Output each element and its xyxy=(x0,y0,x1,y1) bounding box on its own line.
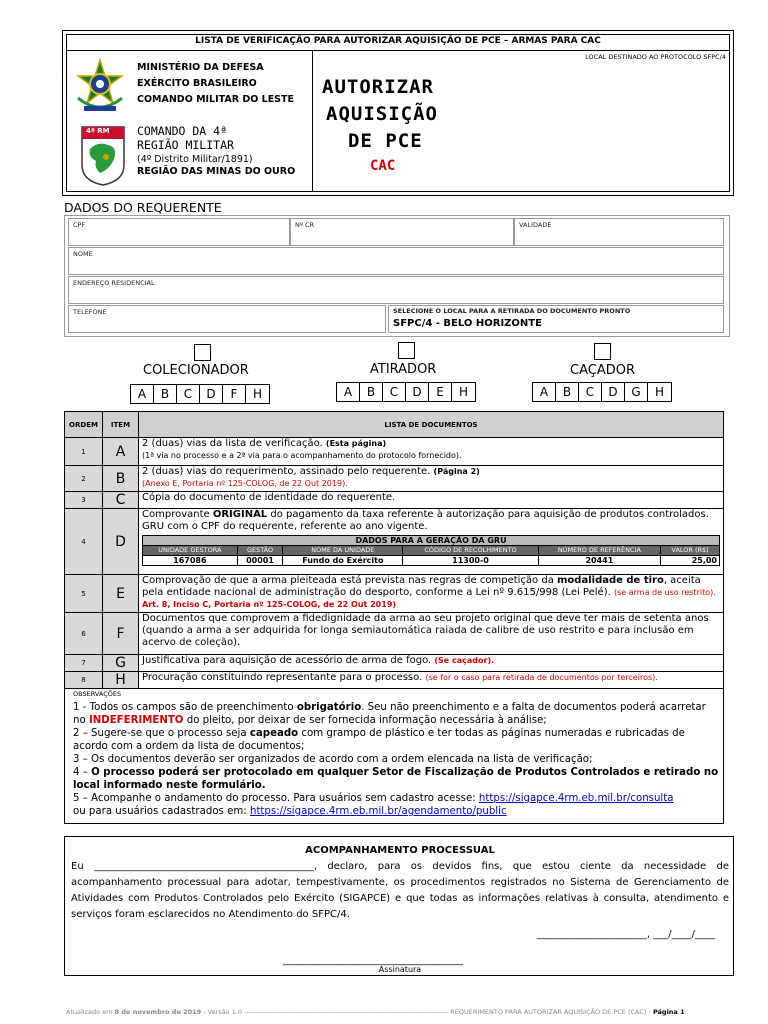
validade-label: VALIDADE xyxy=(519,221,552,229)
footer-page: Página 1 xyxy=(652,1008,685,1016)
row-item: B xyxy=(103,466,139,492)
row-desc xyxy=(139,466,724,492)
obs-indeferimento: INDEFERIMENTO xyxy=(88,715,184,726)
gru-col: UNIDADE GESTORA xyxy=(143,546,238,556)
table-row xyxy=(65,438,724,466)
colecionador-checkbox[interactable] xyxy=(194,344,211,361)
obs-text: com grampo de plástico e ter todas as páginas numeradas e rubricadas de acordo com a ordem da lista de documentos; xyxy=(73,728,685,752)
col-item: ITEM xyxy=(103,412,139,438)
page-footer xyxy=(66,1008,738,1016)
row-note: (1ª via no processo e a 2ª via para o acompanhamento do protocolo fornecido). xyxy=(142,451,462,460)
letter: C xyxy=(177,385,200,403)
row-bold: modalidade de tiro xyxy=(557,575,664,586)
letter: H xyxy=(654,385,665,399)
gru-table xyxy=(142,535,720,566)
nome-label: NOME xyxy=(73,250,93,258)
endereco-field[interactable] xyxy=(68,276,724,304)
row-text: Procuração constituindo representante para o processo. xyxy=(142,672,423,683)
obs-bold: obrigatório xyxy=(296,702,362,713)
row-desc xyxy=(139,672,724,689)
row-desc: Documentos que comprovem a fidedignidade da arma ao seu projeto original que deve ter mais de setenta anos (quando a arma a ser adquirida for longa semiautomática raiada de calibre de uso restrito e para inclusão em acervo de coleção). xyxy=(139,613,724,655)
row-ordem: 2 xyxy=(65,466,103,492)
gru-title: DADOS PARA A GERAÇÃO DA GRU xyxy=(143,536,720,546)
signature-line[interactable]: ____________________________________ xyxy=(283,955,463,966)
letter: C xyxy=(579,383,602,401)
obs-text: do pleito, por deixar de ser fornecida informação necessária à análise; xyxy=(186,715,547,726)
cacador-checkbox[interactable] xyxy=(594,343,611,360)
org-ministry: MINISTÉRIO DA DEFESA xyxy=(137,62,264,73)
region-line-1: COMANDO DA 4ª xyxy=(137,124,228,138)
requester-section-title: DADOS DO REQUERENTE xyxy=(64,200,222,215)
row-ordem: 8 xyxy=(65,672,103,689)
table-row xyxy=(65,509,724,575)
row-ordem: 6 xyxy=(65,613,103,655)
observations-body xyxy=(73,701,721,818)
date-line[interactable]: ______________________, ___/____/____ xyxy=(536,929,715,940)
cpf-label: CPF xyxy=(73,221,86,229)
letter: D xyxy=(406,383,429,401)
letter: A xyxy=(337,383,360,401)
row-ordem: 5 xyxy=(65,575,103,613)
obs-text: 4 – xyxy=(73,767,88,778)
local-label: SELECIONE O LOCAL PARA A RETIRADA DO DOCUMENTO PRONTO xyxy=(393,307,631,315)
gru-col: VALOR (R$) xyxy=(661,546,720,556)
letter: C xyxy=(383,383,406,401)
obs-text: 1 - Todos os campos são de preenchimento xyxy=(73,702,294,713)
cacador-label: CAÇADOR xyxy=(570,363,635,378)
letter: H xyxy=(252,387,263,401)
acompanhamento-text: Eu ____________________________________________, declaro, para os devidos fins, que estou ciente da necessidade de acompanhamento processual para adotar, tempestivamente, os procedimentos registrados no Sistema de Gerenciamento de Atividades com Produtos Controlados pelo Exército (SIGAPCE) e que todas as informações relativas à consulta, atendimento e serviços foram esclarecidos no Atendimento do SFPC/4. xyxy=(71,861,729,920)
gru-col: NOME DA UNIDADE xyxy=(283,546,403,556)
documents-table xyxy=(64,411,724,689)
atirador-letters xyxy=(336,382,476,402)
org-army: EXÉRCITO BRASILEIRO xyxy=(137,78,257,89)
gru-val: 167086 xyxy=(143,556,238,566)
table-row xyxy=(65,613,724,655)
observations-box xyxy=(64,688,724,824)
row-item: E xyxy=(103,575,139,613)
letter: D xyxy=(602,383,625,401)
local-select[interactable] xyxy=(388,305,724,333)
table-header xyxy=(65,412,724,438)
letter: F xyxy=(223,385,246,403)
row-note: (se arma de uso restrito). xyxy=(613,588,716,597)
telefone-label: TELEFONE xyxy=(73,308,107,316)
org-command: COMANDO MILITAR DO LESTE xyxy=(137,94,294,105)
row-text: 2 (duas) vias do requerimento, assinado pelo requerente. xyxy=(142,466,431,477)
row-ordem: 4 xyxy=(65,509,103,575)
row-text: Comprovante xyxy=(142,509,210,520)
local-value: SFPC/4 - BELO HORIZONTE xyxy=(393,318,542,329)
signature-label: Assinatura xyxy=(378,965,422,974)
letter: B xyxy=(556,383,579,401)
validade-field[interactable] xyxy=(514,218,724,246)
col-ordem: ORDEM xyxy=(65,412,103,438)
row-bold: (Página 2) xyxy=(433,467,480,476)
cr-field[interactable] xyxy=(290,218,514,246)
gru-val: 20441 xyxy=(538,556,660,566)
gru-col: GESTÃO xyxy=(237,546,283,556)
region-line-3: (4º Distrito Militar/1891) xyxy=(137,154,253,165)
telefone-field[interactable] xyxy=(68,305,386,333)
big-title-1: AUTORIZAR xyxy=(322,76,434,98)
row-desc xyxy=(139,575,724,613)
cacador-letters xyxy=(532,382,672,402)
gru-val: Fundo do Exército xyxy=(283,556,403,566)
obs-text: ou para usuários cadastrados em: xyxy=(73,806,247,817)
table-row xyxy=(65,492,724,509)
row-ordem: 7 xyxy=(65,655,103,672)
gru-col: NÚMERO DE REFERÊNCIA xyxy=(538,546,660,556)
form-title: LISTA DE VERIFICAÇÃO PARA AUTORIZAR AQUISIÇÃO DE PCE – ARMAS PARA CAC xyxy=(195,36,601,46)
big-title-3: DE PCE xyxy=(348,130,423,152)
big-subtitle: CAC xyxy=(370,158,396,174)
region-line-2: REGIÃO MILITAR xyxy=(137,138,234,152)
observations-label: OBSERVAÇÕES xyxy=(73,690,122,698)
footer-text: Atualizado em xyxy=(66,1008,113,1016)
obs-bold: O processo poderá ser protocolado em qualquer Setor de Fiscalização de Produtos Controlados e retirado no local informado neste formulário. xyxy=(73,767,719,791)
atirador-label: ATIRADOR xyxy=(370,362,437,377)
colecionador-letters xyxy=(130,384,270,404)
row-item: F xyxy=(103,613,139,655)
letter: G xyxy=(625,383,648,401)
acompanhamento-box xyxy=(64,836,734,976)
row-desc: Cópia do documento de identidade do requerente. xyxy=(139,492,724,509)
row-note: (Anexo E, Portaria nº 125-COLOG, de 22 Out 2019). xyxy=(142,479,348,488)
letter: D xyxy=(200,385,223,403)
row-bold: (Esta página) xyxy=(325,439,387,448)
row-desc xyxy=(139,438,724,466)
colecionador-label: COLECIONADOR xyxy=(143,363,249,378)
region-line-4: REGIÃO DAS MINAS DO OURO xyxy=(137,166,296,177)
table-row xyxy=(65,655,724,672)
big-title-2: AQUISIÇÃO xyxy=(326,103,438,125)
obs-bold: capeado xyxy=(249,728,299,739)
acompanhamento-title: ACOMPANHAMENTO PROCESSUAL xyxy=(305,845,495,856)
obs-text: 3 – Os documentos deverão ser organizados de acordo com a ordem elencada na lista de verificação; xyxy=(73,754,593,765)
row-bold: ORIGINAL xyxy=(212,509,268,520)
shield-label: 4ª RM xyxy=(86,127,110,135)
table-row xyxy=(65,575,724,613)
letter: A xyxy=(533,383,556,401)
gru-val: 25,00 xyxy=(661,556,720,566)
row-desc xyxy=(139,655,724,672)
letter: A xyxy=(131,385,154,403)
table-row xyxy=(65,672,724,689)
letter: B xyxy=(154,385,177,403)
row-ordem: 3 xyxy=(65,492,103,509)
row-item: A xyxy=(103,438,139,466)
letter: B xyxy=(360,383,383,401)
protocol-label: LOCAL DESTINADO AO PROTOCOLO SFPC/4 xyxy=(585,53,726,61)
row-item: C xyxy=(103,492,139,509)
row-item: D xyxy=(103,509,139,575)
cpf-field[interactable] xyxy=(68,218,290,246)
col-lista: LISTA DE DOCUMENTOS xyxy=(139,412,724,438)
row-note: (se for o caso para retirada de documentos por terceiros). xyxy=(425,673,658,682)
gru-val: 00001 xyxy=(237,556,283,566)
row-note: (Se caçador). xyxy=(434,656,495,665)
row-desc xyxy=(139,509,724,575)
obs-text: . Seu não preenchimento e a falta de documentos poderá acarretar no xyxy=(73,702,706,726)
cr-label: Nº CR xyxy=(295,221,315,229)
atirador-checkbox[interactable] xyxy=(398,342,415,359)
row-item: G xyxy=(103,655,139,672)
row-text: Justificativa para aquisição de acessório de arma de fogo. xyxy=(142,655,432,666)
row-item: H xyxy=(103,672,139,689)
gru-col: CÓDIGO DE RECOLHIMENTO xyxy=(403,546,538,556)
letter: H xyxy=(458,385,469,399)
consulta-link[interactable]: https://sigapce.4rm.eb.mil.br/consulta xyxy=(478,793,674,804)
obs-text: 2 – Sugere-se que o processo seja xyxy=(73,728,247,739)
letter: E xyxy=(429,383,452,401)
row-text: 2 (duas) vias da lista de verificação. xyxy=(142,438,323,449)
row-note: Art. 8, Inciso C, Portaria nº 125-COLOG, de 22 Out 2019) xyxy=(142,600,397,609)
footer-text: - Versão 1.0 --------------------------------------------------------------------------------------- REQUERIMENTO PARA AUTORIZAR AQUISIÇÃO DE PCE (CAC) - xyxy=(203,1008,651,1016)
row-ordem: 1 xyxy=(65,438,103,466)
endereco-label: ENDEREÇO RESIDENCIAL xyxy=(73,279,155,287)
row-text: Comprovação de que a arma pleiteada está prevista nas regras de competição da xyxy=(142,575,554,586)
table-row xyxy=(65,466,724,492)
row-text: do pagamento da taxa referente à autorização para aquisição de produtos controlados. GRU com o CPF do requerente, referente ao ano vigente. xyxy=(142,509,709,532)
row-text: , aceita pela entidade nacional de administração do desporto, conforme a Lei nº 9.615/998 (Lei Pelé). xyxy=(142,575,701,598)
brazil-coat-of-arms-icon xyxy=(72,58,128,116)
footer-date: 8 de novembro de 2019 xyxy=(114,1008,202,1016)
nome-field[interactable] xyxy=(68,247,724,275)
agendamento-link[interactable]: https://sigapce.4rm.eb.mil.br/agendamento/public xyxy=(249,806,507,817)
gru-val: 11300-0 xyxy=(403,556,538,566)
obs-text: 5 – Acompanhe o andamento do processo. Para usuários sem cadastro acesse: xyxy=(73,793,476,804)
